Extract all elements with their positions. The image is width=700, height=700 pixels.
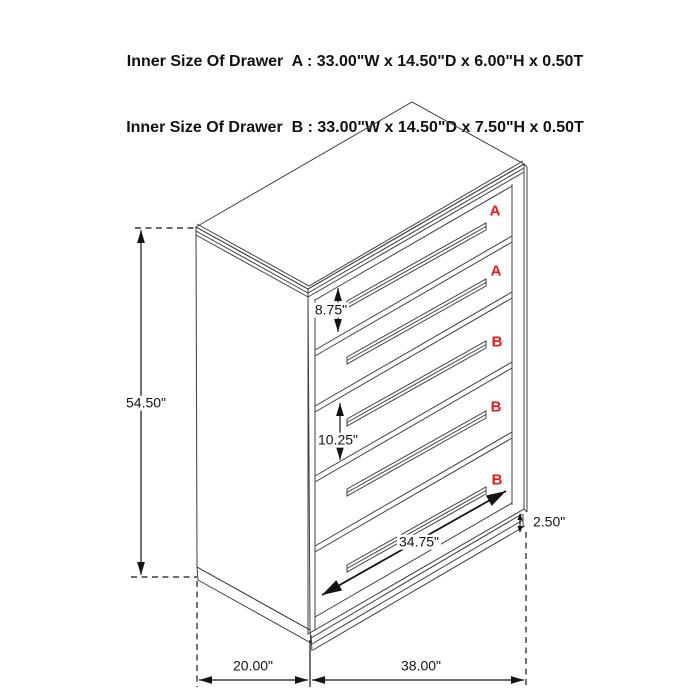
- top-face: [196, 102, 524, 289]
- dim-drawer-front-width: 34.75": [398, 533, 440, 550]
- drawer-gaps: [315, 236, 512, 617]
- drawer-handle: [347, 487, 486, 572]
- side-panel: [196, 227, 310, 630]
- dim-overall-width: 38.00": [400, 657, 442, 674]
- base: [197, 514, 525, 651]
- dimension-lines: [141, 230, 524, 680]
- dim-drawer-a-front-height: 8.75": [314, 301, 348, 318]
- drawer-handles: [347, 223, 486, 572]
- dim-base-height: 2.50": [533, 513, 566, 530]
- dim-overall-height: 54.50": [125, 394, 167, 411]
- cabinet: [196, 102, 527, 651]
- drawer-a-spec-text: Inner Size Of Drawer A : 33.00"W x 14.50"D x 6.00"H x 0.50T: [126, 53, 584, 70]
- drawer-b-spec-text: Inner Size Of Drawer B : 33.00"W x 14.50"D x 7.50"H x 0.50T: [126, 119, 584, 136]
- drawer-label-2: A: [490, 262, 502, 280]
- dim-overall-depth: 20.00": [232, 657, 274, 674]
- drawer-label-4: B: [490, 398, 502, 416]
- drawer-label-1: A: [489, 202, 501, 220]
- drawer-label-5: B: [491, 471, 503, 489]
- dim-drawer-b-front-height: 10.25": [317, 431, 359, 448]
- drawer-label-3: B: [491, 333, 503, 351]
